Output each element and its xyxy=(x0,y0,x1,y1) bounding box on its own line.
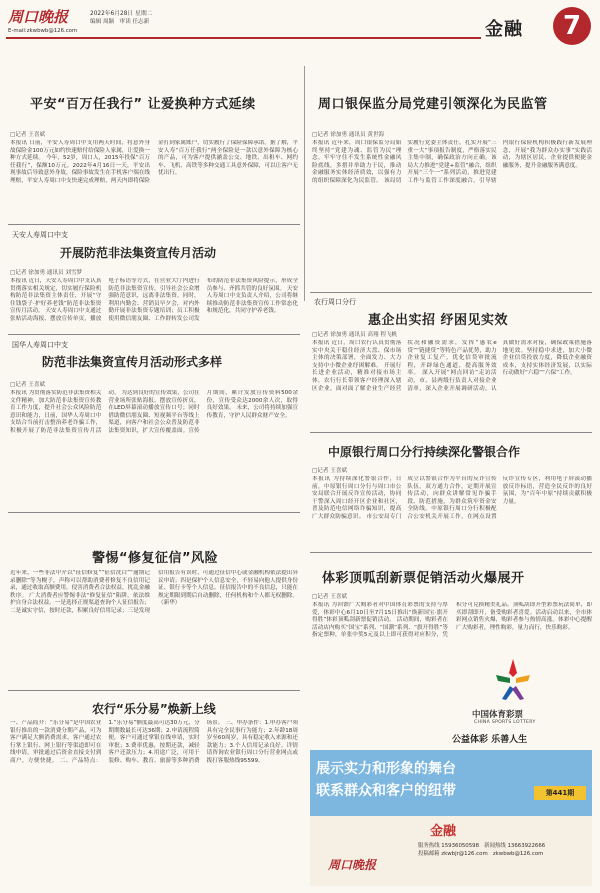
divider xyxy=(8,334,300,335)
article-guohua-byline: □记者 王喜斌 xyxy=(10,382,46,388)
contact-section: 金融 xyxy=(430,824,457,839)
article-credit-title: 警惕“修复征信”风险 xyxy=(92,551,219,566)
divider xyxy=(8,690,300,691)
lottery-en-name: CHINA SPORTS LOTTERY xyxy=(474,720,536,725)
article-pingan-byline: □记者 王喜斌 xyxy=(10,132,46,138)
divider xyxy=(310,432,592,433)
article-tianan-byline: □记者 徐加勇 通讯员 刘雪梦 xyxy=(10,270,83,276)
article-cbirc-byline: □记者 徐加勇 通讯员 黄世海 xyxy=(312,132,385,138)
article-pingan-body: 本报讯 日前，平安人寿周口中支用两天时间，将意外身故保险金100万元如约快速赔付给保险人家属，让爱换一种方式延续。 今年，52岁，周口人，2015年投保“百万任我行”，保额10万元。2022年4月16日一天，平安出现事故后导致意外身故，保险事故发生在手机客户端在线理赔，平安人寿周口中支快速完成理赔，两天内即将保险金打到家属账户，切实履行了保险保障承诺。据了解，平安人寿“百万任我行”两全保险是一款以意外保障为核心的产品，可为客户提供涵盖公交、地铁、出租车、网约车、飞机、高铁等多种交通工具意外保障，可以让客户无忧出行。 xyxy=(10,140,298,184)
article-cbirc-body: 本报讯 近年来，周口银保监分局始终坚持“党建为魂、监管为民”理念，牢牢守住不发生系统性金融风险底线，多措并举助力于民，推动金融服务实体经济质效，以强有力的组织保障深化为民监管。 该局切实履行党委主体责任，扎实开展“三重一大”事项报告制度，严格落实民主集中制，确保政治方向正确。该局大力推进“党建+监管”融合，组织开展“三个一”系列活动，推进党建工作与监管工作深度融合，引导辖内银行保险机构积极践行新发展理念，开展“我为群众办实事”实践活动，为辖区居民、企业提供便捷金融服务，提升金融服务满意度。 xyxy=(312,140,592,184)
article-cbirc-title: 周口银保监分局党建引领深化为民监管 xyxy=(318,97,548,112)
article-tianan-title: 开展防范非法集资宣传月活动 xyxy=(60,246,217,260)
article-tianan-kicker: 天安人寿周口中支 xyxy=(12,231,68,239)
contact-box xyxy=(310,816,592,886)
article-abc-title: 惠企出实招 纾困见实效 xyxy=(368,313,509,328)
article-zybank-title: 中原银行周口分行持续深化警银合作 xyxy=(328,445,521,459)
divider xyxy=(310,552,592,553)
article-abc-kicker: 农行周口分行 xyxy=(314,298,356,306)
lottery-star-icon xyxy=(488,655,538,705)
column-divider xyxy=(304,66,305,301)
lottery-logo xyxy=(488,655,538,705)
article-lottery-byline: □记者 王喜斌 xyxy=(312,594,348,600)
masthead-rule xyxy=(6,37,481,39)
contact-details: 服务热线 15936050598 新闻热线 13663922666 投稿邮箱 zkwbjr@126.com zkwbwb@126.com xyxy=(418,843,546,857)
article-credit-body: 近年来，一些非法中介以“征信修复”“征信洗白”“逾期记录删除”等为幌子，声称可以帮助消费者修复不良信用记录，通过收取高额费用，侵害消费者合法权益，扰乱金融秩序。 广大消费者应警惕非法“修复征信”陷阱，依法维护自身合法权益。一是选择正规渠道查询个人征信报告；二是诚实守信，按时还款，积累良好信用记录；三是发现信用报告有误时，可通过征信中心或金融机构依法提出异议申请；四是保护个人信息安全，不轻易向他人提供身份证、银行卡等个人信息。征信报告中的不良信息，只能在规定期限到期后自动删除，任何机构和个人都无权删除。（新华） xyxy=(10,570,298,614)
promo-line1: 展示实力和形象的舞台 xyxy=(316,761,456,777)
article-lefenyi-body: 一、产品简介：“乐分易”是中国农业银行推出的一款消费分期产品，可为客户满足大额消费需求，客户通过农行掌上银行、网上银行等渠道即可在线申请，审批通过后资金直接支付到商户，方便快捷。 二、产品特点：1.“乐分易”额度最高可达30万元，分期期数最长可达36期；2.申请流程简便，客户可通过掌银在线申请，实时审批；3.费率优惠，按期还款，减轻客户还款压力；4.用途广泛，可用于装修、购车、教育、旅游等多种消费场景。 三、申办条件：1.申办客户须具有完全民事行为能力；2.年龄18周岁至60周岁，具有稳定收入来源和还款能力；3.个人信用记录良好。详情请咨询农业银行周口分行营业网点或拨打客服热线95599。 xyxy=(10,720,298,764)
article-abc-byline: □记者 徐加勇 通讯员 高翔 程飞帆 xyxy=(312,332,398,338)
divider xyxy=(310,292,592,293)
article-guohua-kicker: 国华人寿周口中支 xyxy=(12,341,68,349)
promo-banner xyxy=(310,750,592,816)
article-zybank-body: 本报讯 为持续深化警银合作，日前，中原银行周口分行与周口市公安局联合开展反诈宣传活动，协同干警深入周口经开区企业和社区，普及防范电信网络诈骗知识，提高广大群众防骗意识。 市公安局专门成立以警银合作为平台的反诈宣传队伍，双方通力合作，定期开展宣传活动，向群众讲解常见诈骗手段、防范措施，为群众筑牢资金安全防线。中原银行周口分行积极配合公安机关开展工作，在网点设置反诈宣传专区，利用电子屏滚动播放反诈标语，营造全民反诈的良好氛围，为“百年中原”持续贡献积极力量。 xyxy=(312,476,592,520)
promo-line2: 联系群众和客户的纽带 xyxy=(316,783,456,799)
issue-badge: 第441期 xyxy=(534,786,586,800)
contact-paper-logo: 周口晚报 xyxy=(328,858,377,872)
article-lottery-title: 体彩顶呱刮新票促销活动火爆展开 xyxy=(322,571,525,586)
masthead-email: E-mail:zkwbwb@126.com xyxy=(8,28,78,34)
article-guohua-body: 本报讯 为贯彻落实防范非法集资相关文件精神，加大防范非法集资宣传教育工作力度，提升社会公众风险防范意识和能力，日前，国华人寿周口中支结合当前打击整治养老诈骗工作，积极开展了防范非法集资宣传月活动。 为达到良好的宣传效果，公司在营业场所张贴海报、摆放宣传折页，在LED屏幕滚动播放宣传口号；同时借助微信朋友圈、短视频平台等线上渠道，向客户和社会公众普及防范非法集资知识，扩大宣传覆盖面。宣传月期间，累计发放宣传资料500余份，宣传受众达2000余人次，取得良好效果。 未来，公司将持续加强宣传教育，守护人民群众财产安全。 xyxy=(10,390,298,434)
masthead-date: 2022年6月28日 星期二 xyxy=(90,11,153,17)
page-number-badge: 7 xyxy=(553,7,591,45)
article-lottery-body: 本报讯 为回馈广大购彩者对中国体育彩票的支持与厚爱，体彩中心6月10日至7月15日推出“焕新国宝·旗开得胜”体彩顶呱刮新票促销活动。 活动期间，购彩者在活动店内购买“国宝”系列、“国潮”系列、“旗开得胜”等指定票种，单张中奖5元及以上即可获得对应积分，凭积分可兑换精美礼品。顶呱刮即开型彩票玩法简单，即买即刮即开，备受购彩者喜爱。活动启动以来，全市体彩网点销售火爆，购彩者参与热情高涨。体彩中心提醒广大购彩者，理性购彩，量力而行，快乐购彩。 xyxy=(312,602,592,639)
masthead-logo: 周口晚报 xyxy=(8,8,69,26)
article-tianan-body: 本报讯 近日，天安人寿周口中支认真贯彻落实相关规定，切实履行保险机构防范非法集资主体责任，开展“守住钱袋子·护好养老钱”防范非法集资宣传月活动。 天安人寿周口中支通过张贴活动海报、摆放宣传单页，播放电子标语等方式，在营业大厅内进行防范非法集资宣传，引导社会公众增强防范意识，远离非法集资。同时，利用内勤会、营销员早夕会，对内外勤开展非法集资专题培训；员工积极使用微信朋友圈、工作群转发公司发布的防范非法集资风险提示，形成全员参与、齐抓共管的良好氛围。 天安人寿周口中支负责人介绍，公司将继续推动防范非法集资宣传工作常态化和规范化，共同守护养老钱。 xyxy=(10,278,298,322)
article-guohua-title: 防范非法集资宣传月活动形式多样 xyxy=(42,355,223,369)
article-zybank-byline: □记者 王喜斌 xyxy=(312,468,348,474)
section-title: 金融 xyxy=(485,19,523,40)
divider xyxy=(8,512,300,513)
article-abc-body: 本报讯 近日，周口农行认真贯彻落实中央关于稳住经济大盘、保市场主体的决策部署，全面发力、大力支持中小微企业纾困解难。 开展行长进企业活动，精准对接市场主体，农行行长带领客户经理深入辖区企业，面对面了解企业生产经营状况和融资需求，发挥“惠农e贷”“链捷贷”等特色产品优势，助力企业复工复产。优化信贷审批流程，开辟绿色通道，提高服务效率。 深入开展“网点回访”走访活动，市、县两级行负责人对接企业清单，深入企业开展调研活动，认真做好需求对接，确保政策措施落地见效。坚持稳中求进，加大小微企业信贷投放力度，降低企业融资成本，支持实体经济发展，以实际行动做好“六稳”“六保”工作。 xyxy=(312,340,592,392)
lottery-cn-name: 中国体育彩票 xyxy=(472,710,524,720)
divider xyxy=(8,224,300,225)
article-lefenyi-title: 农行“乐分易”焕新上线 xyxy=(92,702,216,716)
lottery-slogan: 公益体彩 乐善人生 xyxy=(452,735,528,745)
article-pingan-title: 平安“百万任我行” 让爱换种方式延续 xyxy=(30,97,256,112)
masthead-credits: 编辑 周颖 审读 任志新 xyxy=(90,19,150,25)
